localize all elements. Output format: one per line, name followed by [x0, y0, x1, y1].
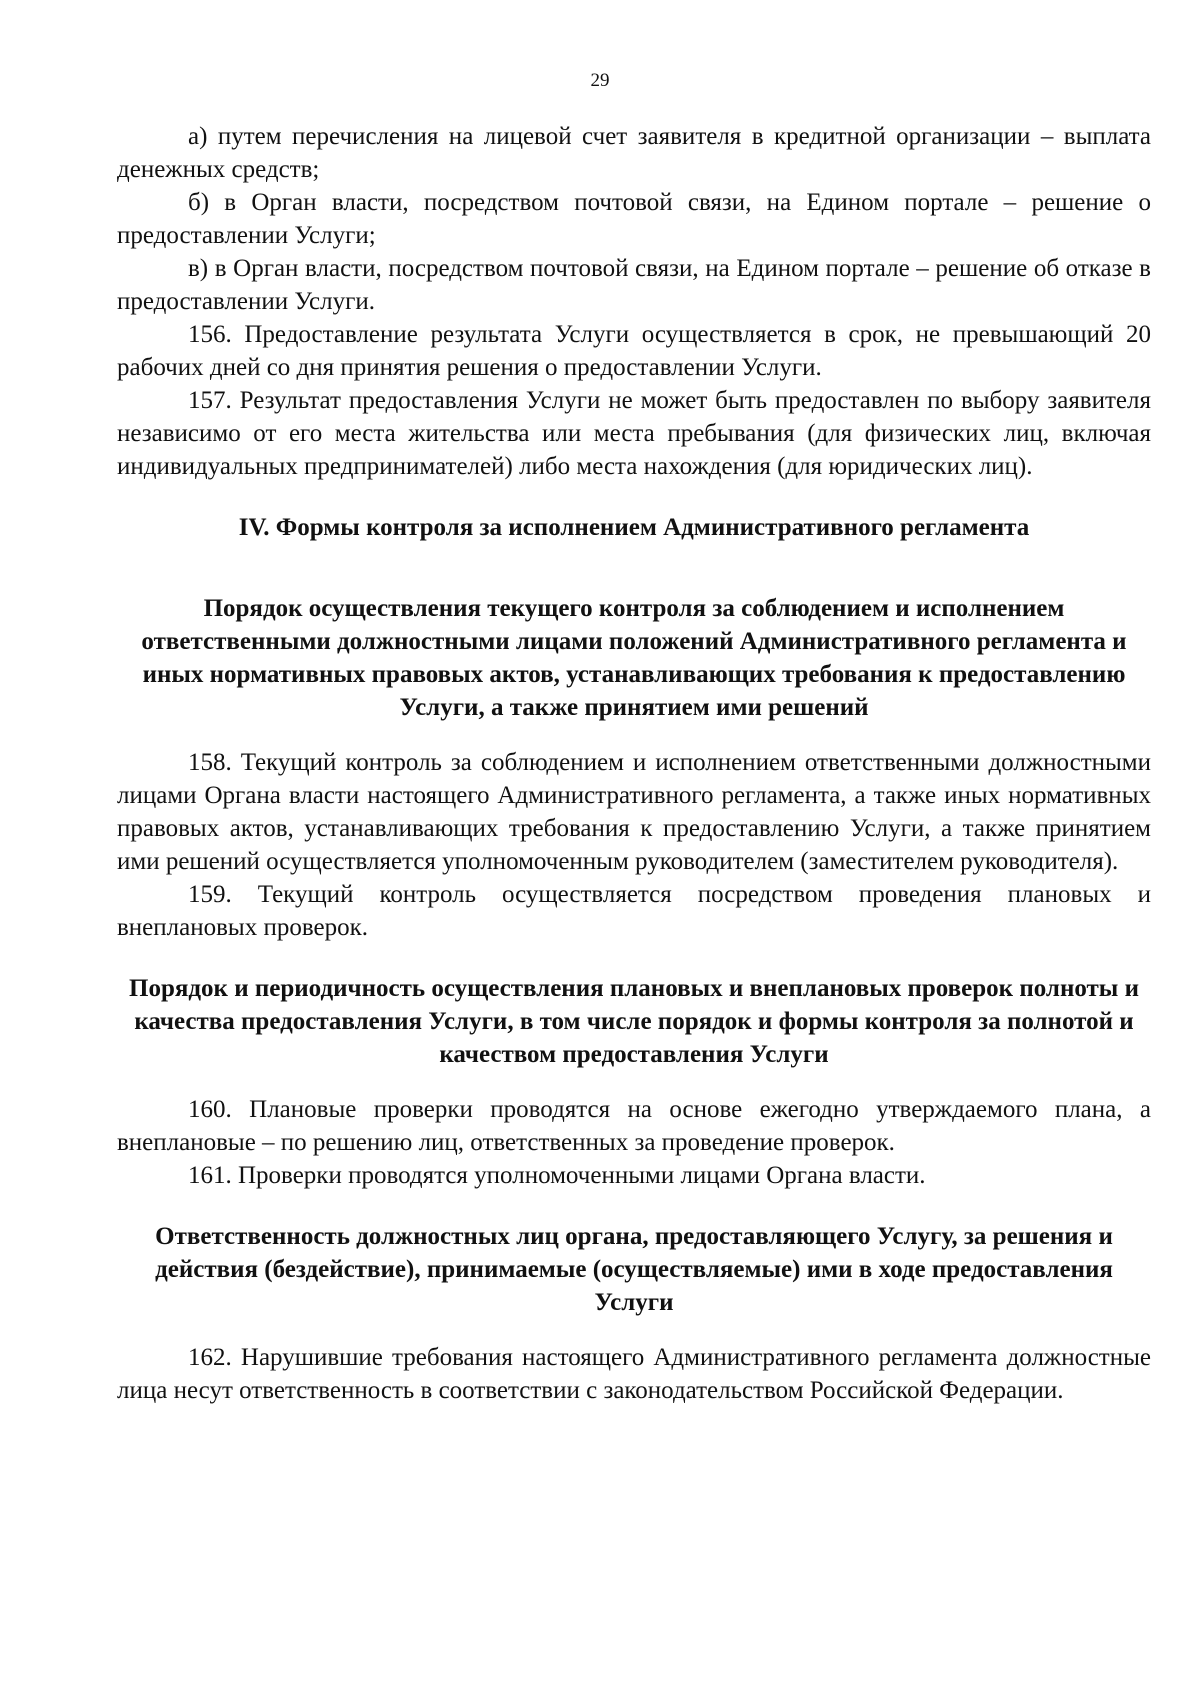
paragraph-a: а) путем перечисления на лицевой счет заявителя в кредитной организации – выплата денежных средств;	[117, 123, 1151, 183]
section-heading-iv: IV. Формы контроля за исполнением Административного регламента	[238, 514, 1030, 541]
paragraph-157: 157. Результат предоставления Услуги не может быть предоставлен по выбору заявителя независимо от его места жительства или места пребывания (для физических лиц, включая индивидуальных предпринимателей) либо места нахождения (для юридических лиц).	[117, 387, 1151, 480]
subsection-heading-inspections: Порядок и периодичность осуществления плановых и внеплановых проверок полноты и качества предоставления Услуги, в том числе порядок и формы контроля за полнотой и качеством предоставления Услуги	[129, 975, 1139, 1068]
paragraph-159: 159. Текущий контроль осуществляется посредством проведения плановых и внеплановых проверок.	[117, 881, 1151, 941]
spacer	[117, 483, 1151, 511]
paragraph-162: 162. Нарушившие требования настоящего Административного регламента должностные лица несут ответственность в соответствии с законодательством Российской Федерации.	[117, 1344, 1151, 1404]
document-body	[117, 120, 1151, 1407]
spacer	[117, 1071, 1151, 1093]
paragraph-158: 158. Текущий контроль за соблюдением и исполнением ответственными должностными лицами Органа власти настоящего Административного регламента, а также иных нормативных правовых актов, устанавливающих требования к предоставлению Услуги, а также принятием ими решений осуществляется уполномоченным руководителем (заместителем руководителя).	[117, 749, 1151, 875]
subsection-heading-responsibility: Ответственность должностных лиц органа, предоставляющего Услугу, за решения и действия (бездействие), принимаемые (осуществляемые) ими в ходе предоставления Услуги	[155, 1223, 1113, 1316]
spacer	[117, 544, 1151, 592]
page-number: 29	[590, 70, 610, 91]
paragraph-156: 156. Предоставление результата Услуги осуществляется в срок, не превышающий 20 рабочих дней со дня принятия решения о предоставлении Услуги.	[117, 321, 1151, 381]
spacer	[117, 944, 1151, 972]
paragraph-b: б) в Орган власти, посредством почтовой связи, на Едином портале – решение о предоставлении Услуги;	[117, 189, 1151, 249]
paragraph-160: 160. Плановые проверки проводятся на основе ежегодно утверждаемого плана, а внеплановые – по решению лиц, ответственных за проведение проверок.	[117, 1096, 1151, 1156]
subsection-heading-current-control: Порядок осуществления текущего контроля за соблюдением и исполнением ответственными должностными лицами положений Административного регламента и иных нормативных правовых актов, устанавливающих требования к предоставлению Услуги, а также принятием ими решений	[141, 595, 1127, 721]
spacer	[117, 1319, 1151, 1341]
spacer	[117, 724, 1151, 746]
paragraph-161: 161. Проверки проводятся уполномоченными лицами Органа власти.	[188, 1162, 926, 1189]
paragraph-c: в) в Орган власти, посредством почтовой связи, на Едином портале – решение об отказе в предоставлении Услуги.	[117, 255, 1151, 315]
spacer	[117, 1192, 1151, 1220]
